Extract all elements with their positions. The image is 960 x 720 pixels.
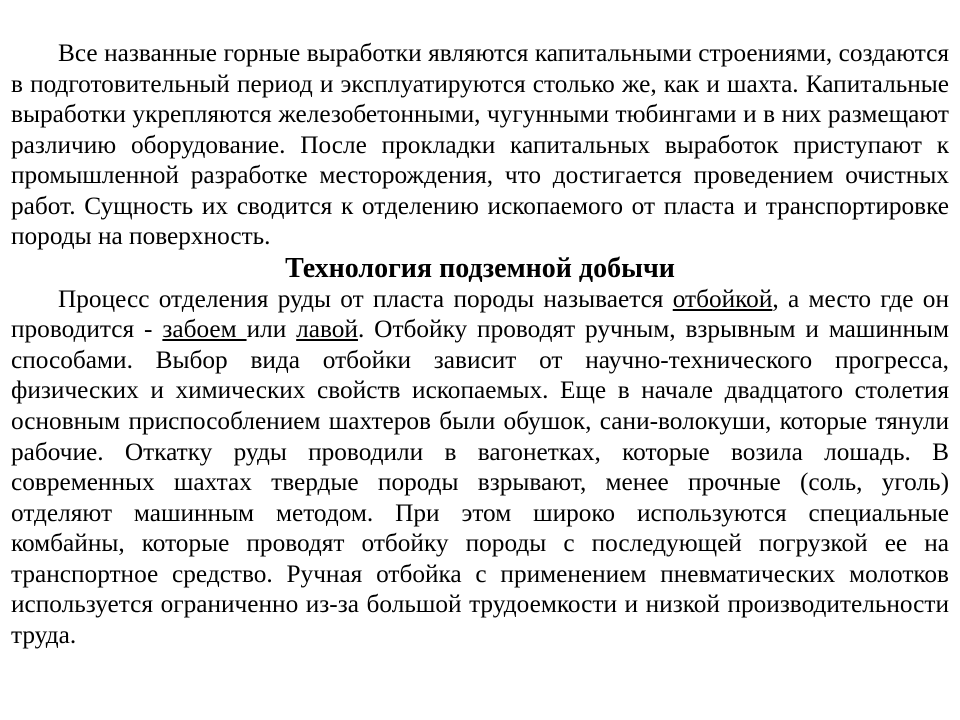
process-text-part2: , а место где он проводится - [11, 284, 949, 344]
process-paragraph [11, 284, 949, 651]
term-zaboy: забоем [162, 315, 247, 344]
intro-paragraph: Все названные горные выработки являются капитальными строениями, создаются в подготовительный период и эксплуатируются столько же, как и шахта. Капитальные выработки укрепляются железобетонными, чугунными тюбингами и в них размещают различию оборудование. После прокладки капитальных выработок приступают к промышленной разработке месторождения, что достигается проведением очистных работ. Сущность их сводится к отделению ископаемого от пласта и транспортировке породы на поверхность. [11, 39, 949, 251]
process-text-part3: или [246, 315, 297, 344]
process-text-part1: Процесс отделения руды от пласта породы называется [58, 284, 673, 313]
slide-content [11, 38, 949, 650]
process-text-part4: . Отбойку проводят ручным, взрывным и машинным способами. Выбор вида отбойки зависит от научно-технического прогресса, физических и химических свойств ископаемых. Еще в начале двадцатого столетия основным приспособлением шахтеров были обушок, сани-волокуши, которые тянули рабочие. Откатку руды проводили в вагонетках, которые возила лошадь. В современных шахтах твердые породы взрывают, менее прочные (соль, уголь) отделяют машинным методом. При этом широко используются специальные комбайны, которые проводят отбойку породы с последующей погрузкой ее на транспортное средство. Ручная отбойка с применением пневматических молотков используется ограниченно из-за большой трудоемкости и низкой производительности труда. [11, 315, 950, 649]
term-otboyka: отбойкой [672, 284, 773, 313]
section-heading: Технология подземной добычи [285, 252, 675, 284]
term-lava: лавой [296, 315, 358, 344]
